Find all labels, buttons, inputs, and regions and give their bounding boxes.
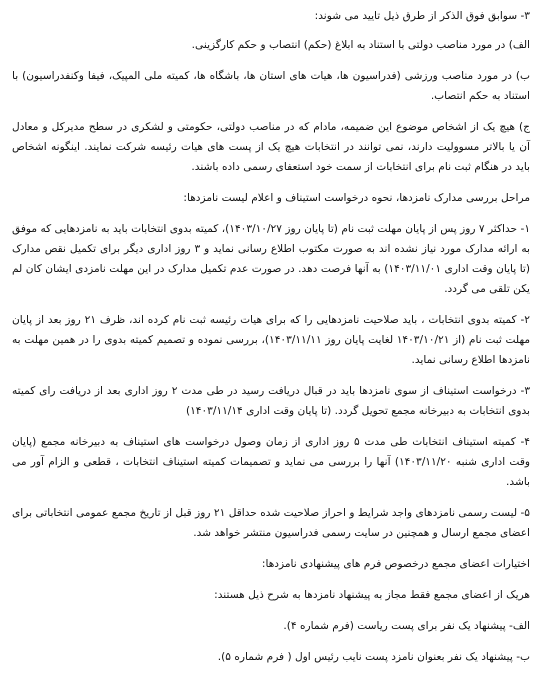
stage-5: ۵- لیست رسمی نامزدهای واجد شرایط و احراز صلاحیت شده حداقل ۲۱ روز قبل از تاریخ مجمع عمومی انتخاباتی برای اعضای مجمع ارسال و همچنین در سایت رسمی فدراسیون منتشر خواهد شد. [12, 507, 530, 539]
powers-heading: اختیارات اعضای مجمع درخصوص فرم های پیشنهادی نامزدها: [261, 558, 530, 570]
powers-intro: هریک از اعضای مجمع فقط مجاز به پیشنهاد نامزدها به شرح ذیل هستند: [214, 589, 530, 601]
powers-item-alef: الف- پیشنهاد یک نفر برای پست ریاست (فرم شماره ۴). [283, 620, 530, 632]
stages-heading: مراحل بررسی مدارک نامزدها، نحوه درخواست استیناف و اعلام لیست نامزدها: [183, 192, 530, 204]
item-be: ب) در مورد مناصب ورزشی (فدراسیون ها، هیات های استان ها، باشگاه ها، کمیته ملی المپیک، فیفا وکنفدراسیون) با استناد به حکم انتصاب. [12, 70, 530, 102]
stage-4: ۴- کمیته استیناف انتخابات طی مدت ۵ روز اداری از زمان وصول درخواست های استیناف به دبیرخانه مجمع (پایان وقت اداری شنبه ۱۴۰۳/۱۱/۲۰) آنها را بررسی می نماید و تصمیمات کمیته استیناف انتخابات ، قطعی و الزام آور می باشد. [12, 436, 530, 488]
powers-item-be: ب- پیشنهاد یک نفر بعنوان نامزد پست نایب رئیس اول ( فرم شماره ۵). [217, 651, 530, 663]
stage-1: ۱- حداکثر ۷ روز پس از پایان مهلت ثبت نام (تا پایان روز ۱۴۰۳/۱۰/۲۷)، کمیته بدوی انتخابات باید به نامزدهایی که موفق به ارائه مدارک مورد نیاز نشده اند به صورت مکتوب اطلاع رسانی نماید و ۳ روز اداری دیگر برای تکمیل نقص مدارک (تا پایان وقت اداری ۱۴۰۳/۱۱/۰۱) به آنها فرصت دهد. در صورت عدم تکمیل مدارک در این مهلت نامزدی ایشان کان لم یکن تلقی می گردد. [12, 223, 531, 295]
stage-2: ۲- کمیته بدوی انتخابات ، باید صلاحیت نامزدهایی را که برای هیات رئیسه ثبت نام کرده اند، ظرف ۲۱ روز بعد از پایان مهلت ثبت نام (از ۱۴۰۳/۱۰/۲۱ لغایت پایان روز ۱۴۰۳/۱۱/۱۱)، بررسی نموده و تصمیم کمیته بدوی را در همین مهلت به نامزدها اطلاع رسانی نماید. [12, 314, 530, 366]
item-jim: ج) هیچ یک از اشخاص موضوع این ضمیمه، مادام که در مناصب دولتی، حکومتی و لشکری در سطح مدیرکل و معادل آن یا بالاتر مسوولیت دارند، نمی توانند در انتخابات هیچ یک از پست های هیات رئیسه شرکت نمایند. اینگونه اشخاص باید در هنگام ثبت نام برای انتخابات از سمت خود استعفای رسمی داده باشند. [12, 121, 530, 173]
item-alef: الف) در مورد مناصب دولتی با استناد به ابلاغ (حکم) انتصاب و حکم کارگزینی. [191, 39, 530, 51]
stage-3: ۳- درخواست استیناف از سوی نامزدها باید در قبال دریافت رسید در طی مدت ۲ روز اداری بعد از دریافت رای کمیته بدوی انتخابات به دبیرخانه مجمع تحویل گردد. (تا پایان وقت اداری ۱۴۰۳/۱۱/۱۴) [12, 385, 531, 417]
section-3-heading: ۳- سوابق فوق الذکر از طرق ذیل تایید می شوند: [314, 10, 530, 22]
